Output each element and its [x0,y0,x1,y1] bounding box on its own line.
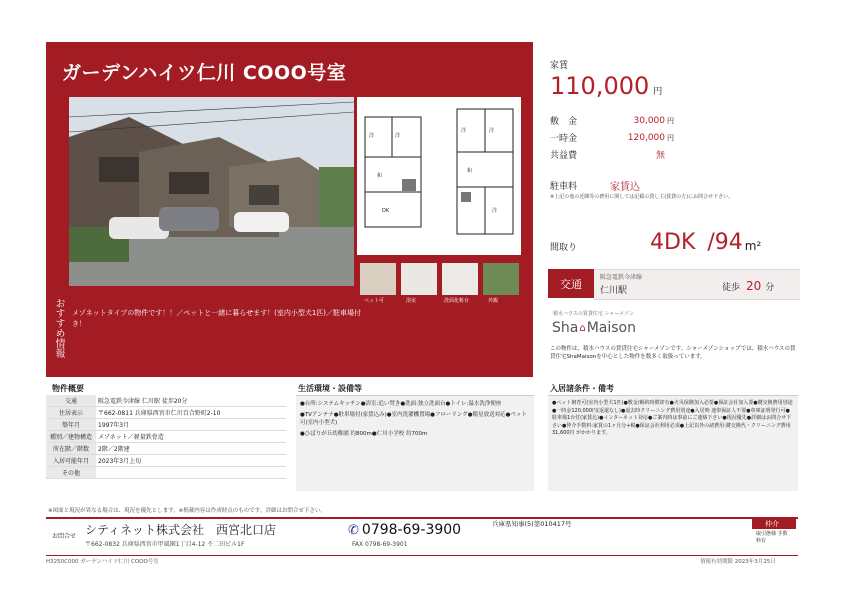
footer-notice: ※図面と現況が異なる場合は、現況を優先とします。※掲載内容は作成時点のものです。詳細はお問合せ下さい。 [48,508,326,514]
overview-key: 所在階／階数 [46,443,96,455]
logo-part-a: Sha [552,320,579,336]
thumbnail-caption: 外観 [488,298,499,304]
fee-label: 敷 金 [550,117,578,127]
license-number: 兵庫県知事(5)第010417号 [492,520,572,528]
overview-key: 種別／建物構造 [46,431,96,443]
thumbnail-washroom[interactable] [442,263,478,295]
table-row [46,419,286,431]
shamaison-logo [552,320,636,336]
environment-title: 生活環境・設備等 [298,384,362,393]
overview-value [96,467,286,479]
walk-label: 徒歩 [722,282,741,293]
overview-table-wrap [46,395,286,479]
fee-value: 30,000 [633,115,665,126]
parking-note: ※上記の他の近隣等の費用に関しては記載の貸し主(賃貸の方)にお問合せ下さい。 [550,194,734,200]
table-row [46,443,286,455]
fee-row [550,112,680,129]
overview-value: 2階／2階建 [96,443,286,455]
rent-unit: 円 [653,86,663,97]
overview-value: メゾネット／軽量鉄骨造 [96,431,286,443]
fee-value: 無 [655,151,665,161]
transport-tag [548,269,594,298]
overview-key: 住居表示 [46,407,96,419]
recommend-label: おすすめ情報 [53,298,64,358]
layout-info [650,230,761,255]
overview-key: 交通 [46,395,96,407]
layout-label: 間取り [550,243,578,253]
logo-part-b: Maison [586,320,636,336]
area-unit: m² [744,238,762,253]
transport-label: 交通 [560,277,582,291]
parking-row [550,178,640,193]
fee-table [550,112,680,163]
fee-value: 120,000 [627,132,665,143]
conditions-title: 入居諸条件・備考 [550,384,614,393]
fee-row [550,146,680,163]
environment-line: ●台所:システムキッチン●浴室:追い焚き●洗面:独立洗面台●トイレ:温水洗浄便座 [300,401,502,407]
overview-key: 入居可能年月 [46,455,96,467]
area-value: /94 [707,230,743,255]
conditions-box [548,395,798,491]
transport-walk [722,279,774,293]
phone-number[interactable]: 0798-69-3900 [361,522,462,538]
fax-number: FAX 0798-69-3901 [352,541,408,548]
overview-value: 阪急電鉄今津線 仁川駅 徒歩20分 [96,395,286,407]
environment-line: ●ひばりが丘幼稚園 約800m●仁川小学校 約700m [300,431,428,437]
bottom-right-text: 情報有効期限 2023年3月25日 [700,559,776,565]
phone-block [348,522,461,538]
thumbnail-pet[interactable] [360,263,396,295]
svg-text:洋: 洋 [489,128,495,134]
svg-text:洋: 洋 [492,208,498,214]
svg-text:DK: DK [382,208,390,214]
parking-value: 家賃込 [610,182,640,193]
exterior-photo [69,97,354,286]
thumbnail-caption: ペット可 [364,298,385,304]
mediation-sub: 取引態様 手数料有 [756,531,788,544]
floor-plan [357,97,521,255]
agent-company: シティネット株式会社 西宮北口店 [85,523,277,537]
overview-title: 物件概要 [52,384,84,393]
thumbnail-row [360,263,525,303]
overview-value: 〒662-0811 兵庫県西宮市仁川百合野町2-10 [96,407,286,419]
environment-box [296,395,534,491]
table-row [46,407,286,419]
overview-key: その他 [46,467,96,479]
overview-key: 築年月 [46,419,96,431]
environment-line: ●TVアンテナ●駐車場付(家賃込み)●室内洗濯機置場●フローリング●衛星放送対応●ペット可(室内小型犬) [300,412,527,426]
svg-text:和: 和 [377,173,383,179]
fee-row [550,129,680,146]
fee-unit: 円 [667,116,674,125]
mediation-title: 仲介 [765,520,779,528]
fee-label: 一時金 [550,134,578,144]
logo-roof-icon: ⌂ [579,322,586,334]
table-row [46,395,286,407]
phone-icon: ✆ [348,522,359,538]
agent-label: お問合せ [52,533,77,540]
brand-tagline: 積水ハウスの賃貸住宅 シャーメゾン [553,311,634,317]
conditions-text: ●ペット飼育可(室内小型犬1匹)●敷金/解約時償却有●火災保険加入必要●保証会社加入要●鍵交換費用別途●一時金120,000円(返還なし)●退去時クリーニング費用別途●入居時 連帯保証人不要●車庫証明発行可●駐車場1台付(家賃込)●インターネット対応●ご案内時は事前にご連絡下さい●現況優先●詳細はお問合せ下さい●仲介手数料:家賃の1ヶ月分+税●保証会社利用必須●上記以外の諸費用:鍵交換代・クリーニング費用 31,600円 がかかります。 [552,400,793,436]
overview-table [46,395,286,479]
agent-address: 〒662-0832 兵庫県西宮市甲風園1丁目4-12 不二田ビル1F [85,541,245,548]
walk-value: 20 [746,279,762,293]
thumbnail-bath[interactable] [401,263,437,295]
table-row [46,431,286,443]
page-title: ガーデンハイツ仁川 COOO号室 [62,62,347,84]
recommend-text: メゾネットタイプの物件です！！／ペットと一緒に暮らせます！(室内小型犬1匹)／駐車場付き！ [72,309,362,328]
thumbnail-exterior[interactable] [483,263,519,295]
rent-label: 家賃 [550,61,569,71]
walk-unit: 分 [765,282,775,293]
overview-value: 1997年3月 [96,419,286,431]
rent-amount [550,72,662,100]
svg-text:洋: 洋 [395,133,401,139]
thumbnail-caption: 洗面化粧台 [444,298,470,304]
overview-value: 2023年3月上旬 [96,455,286,467]
rent-value: 110,000 [550,72,650,100]
thumbnail-caption: 浴室 [406,298,417,304]
bottom-left-text: H3250C000 ガーデンハイツ仁川 COOO号室 [46,559,159,565]
svg-text:和: 和 [467,168,473,174]
transport-line: 阪急電鉄今津線 [600,274,643,281]
brand-description: この物件は、積水ハウスの賃貸住宅シャーメゾンです。シャーメゾンショップでは、積水ハウスの賃貸住宅ShaMaisonを中心とした物件を数多く取扱っています。 [550,346,796,360]
fee-label: 共益費 [550,151,578,161]
fee-unit: 円 [667,133,674,142]
parking-label: 駐車料 [550,182,578,192]
table-row [46,455,286,467]
svg-text:洋: 洋 [369,133,375,139]
table-row [46,467,286,479]
layout-value: 4DK [650,230,696,255]
svg-text:洋: 洋 [461,128,467,134]
transport-station: 仁川駅 [600,286,628,296]
